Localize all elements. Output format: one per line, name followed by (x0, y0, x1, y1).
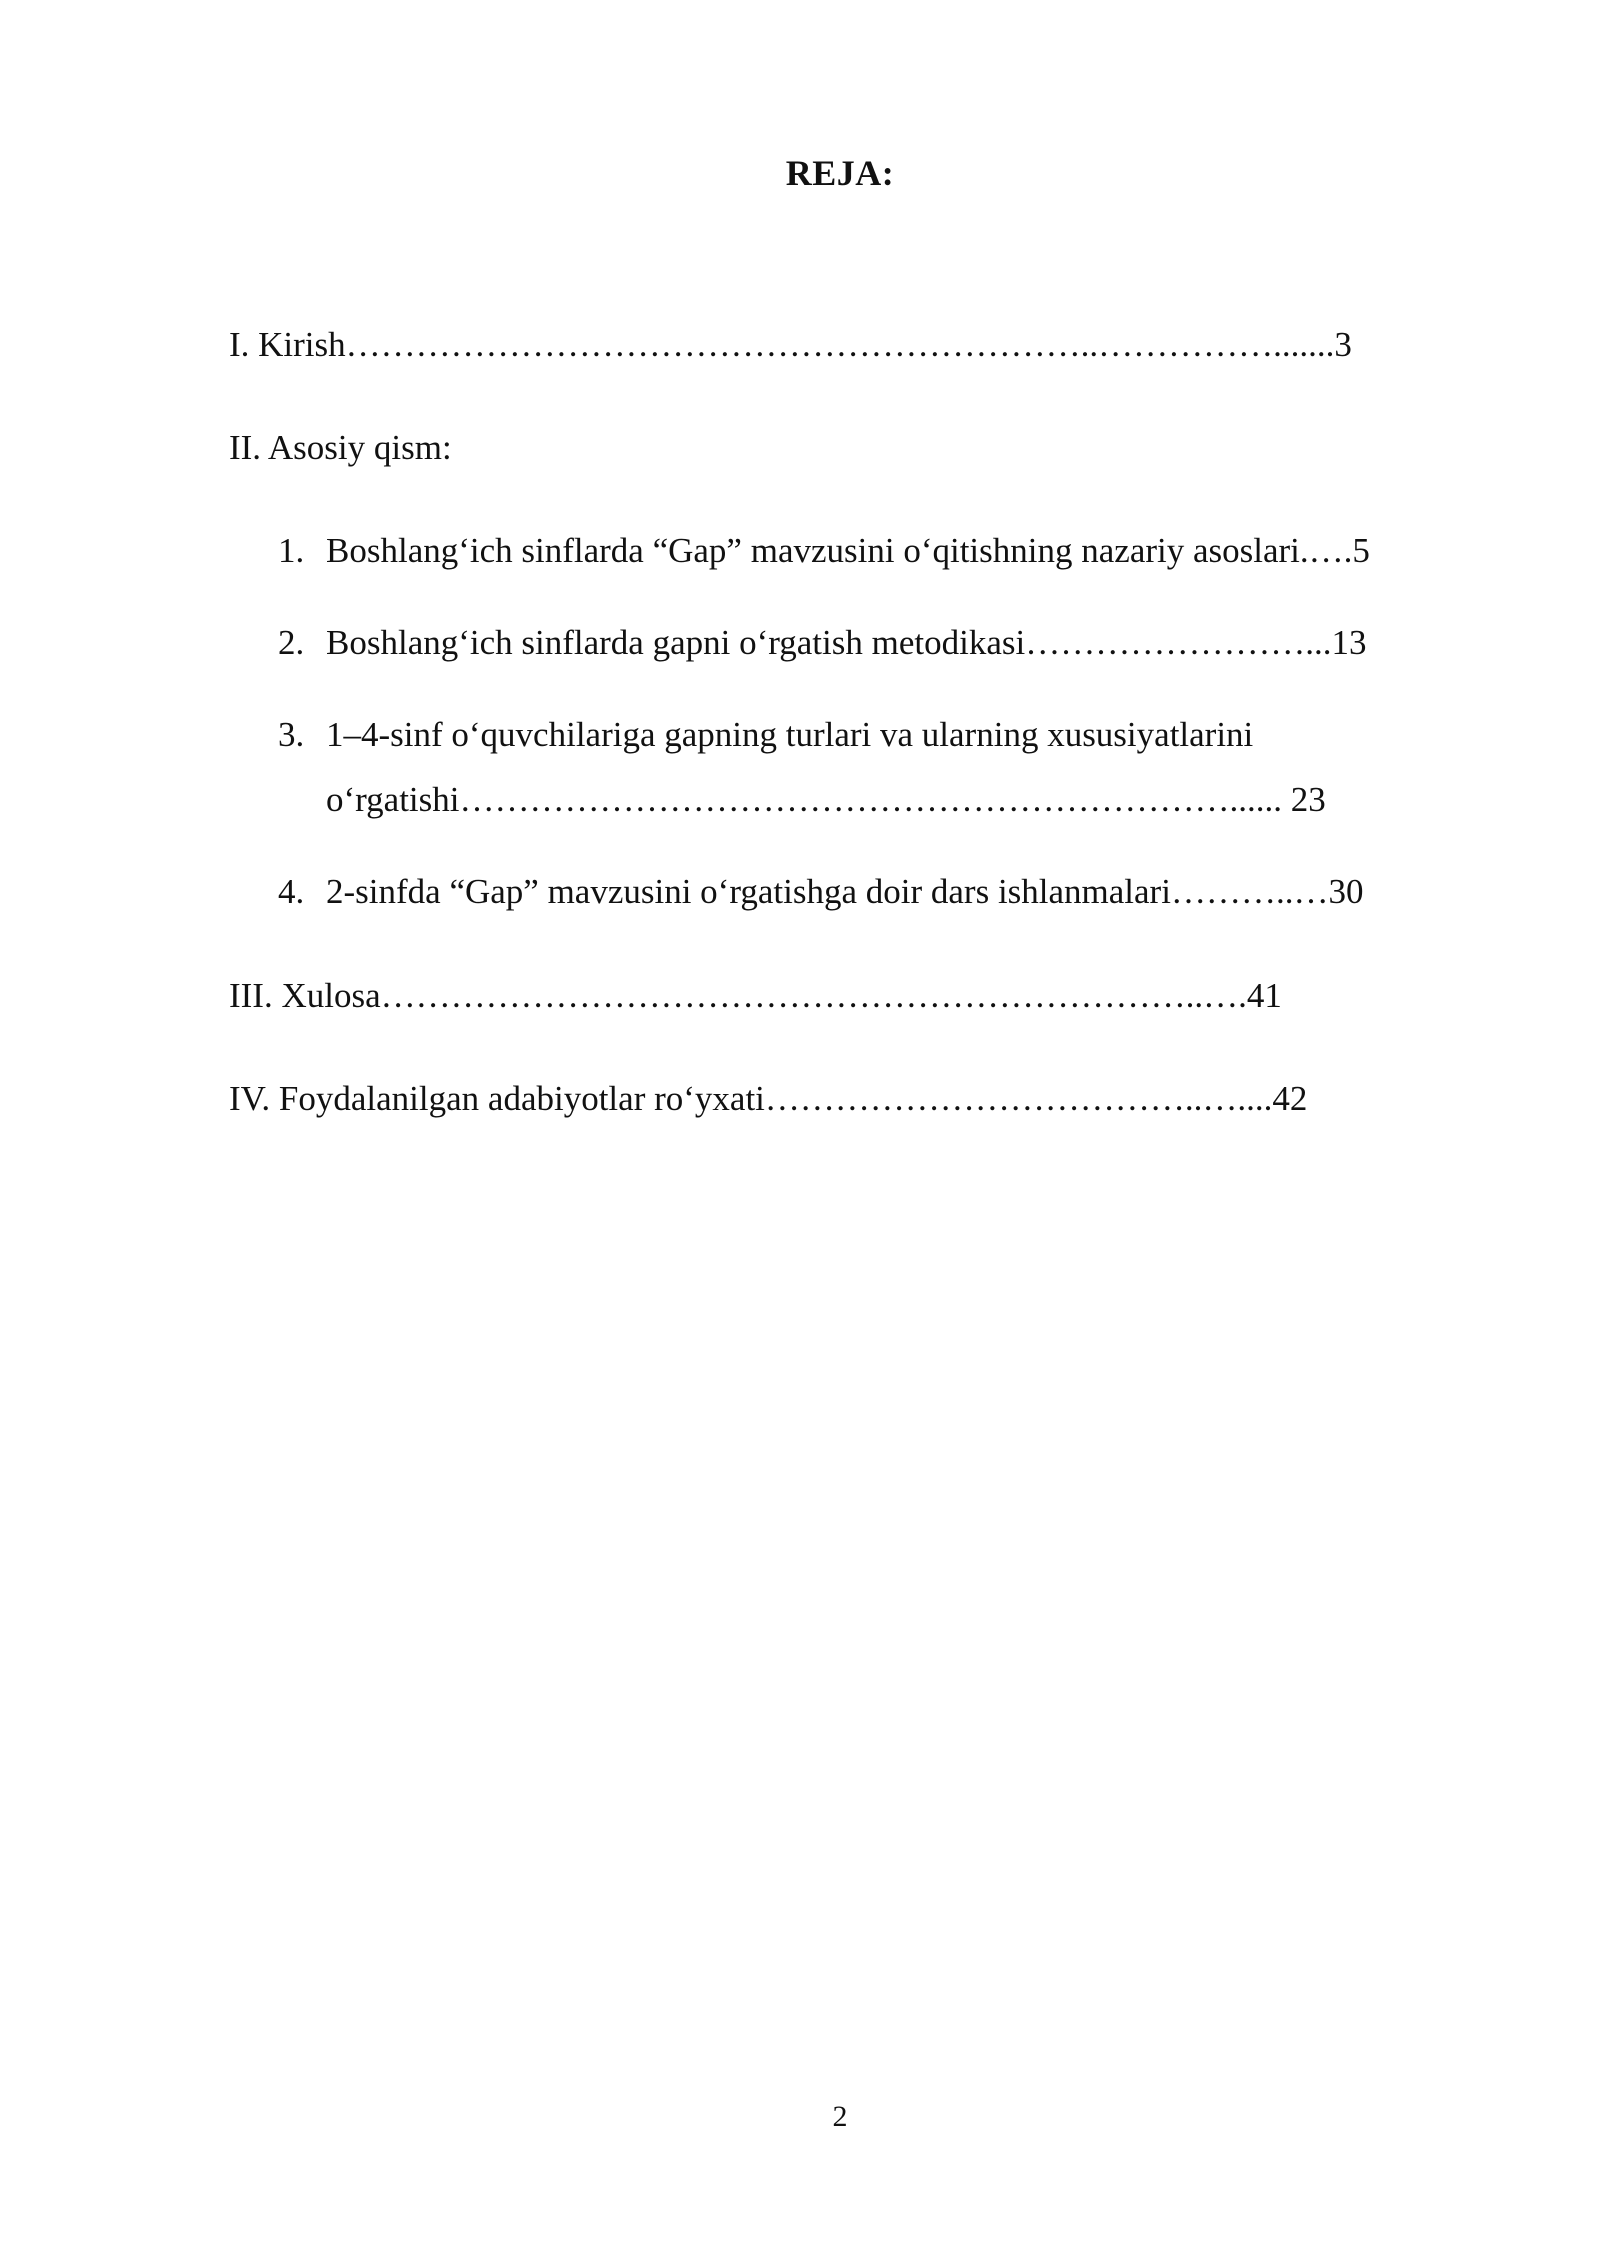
toc-subentry-2 (278, 620, 1366, 666)
toc-subentry-number: 4. (278, 872, 305, 911)
toc-subentry-3 (278, 712, 1253, 758)
toc-subentry-number: 2. (278, 623, 305, 662)
toc-subentry-1 (278, 528, 1370, 574)
toc-subentry-number: 3. (278, 715, 305, 754)
page-title: REJA: (785, 153, 895, 193)
toc-entry-adabiyotlar: IV. Foydalanilgan adabiyotlar roʻyxati………………………………..…....42 (229, 1079, 1308, 1118)
toc-subentry-number: 1. (278, 531, 305, 570)
toc-entry-asosiy-qism: II. Asosiy qism: (229, 428, 452, 467)
toc-subentry-4 (278, 869, 1363, 915)
toc-subentry-text: Boshlangʻich sinflarda gapni oʻrgatish metodikasi……………………...13 (326, 623, 1367, 662)
toc-subentry-text: Boshlangʻich sinflarda “Gap” mavzusini oʻqitishning nazariy asoslari.….5 (326, 531, 1370, 570)
page-number: 2 (832, 2100, 848, 2133)
toc-subentry-3-continuation: oʻrgatishi…………………………………………………………...... 23 (326, 780, 1326, 819)
toc-entry-xulosa: III. Xulosa……………………………………………………………..….41 (229, 976, 1282, 1015)
toc-subentry-text: 2-sinfda “Gap” mavzusini oʻrgatishga doir dars ishlanmalari………..…30 (326, 872, 1364, 911)
toc-subentry-text: 1–4-sinf oʻquvchilariga gapning turlari va ularning xususiyatlarini (326, 715, 1254, 754)
toc-entry-kirish: I. Kirish………………………………………………………..…………….......3 (229, 325, 1352, 364)
